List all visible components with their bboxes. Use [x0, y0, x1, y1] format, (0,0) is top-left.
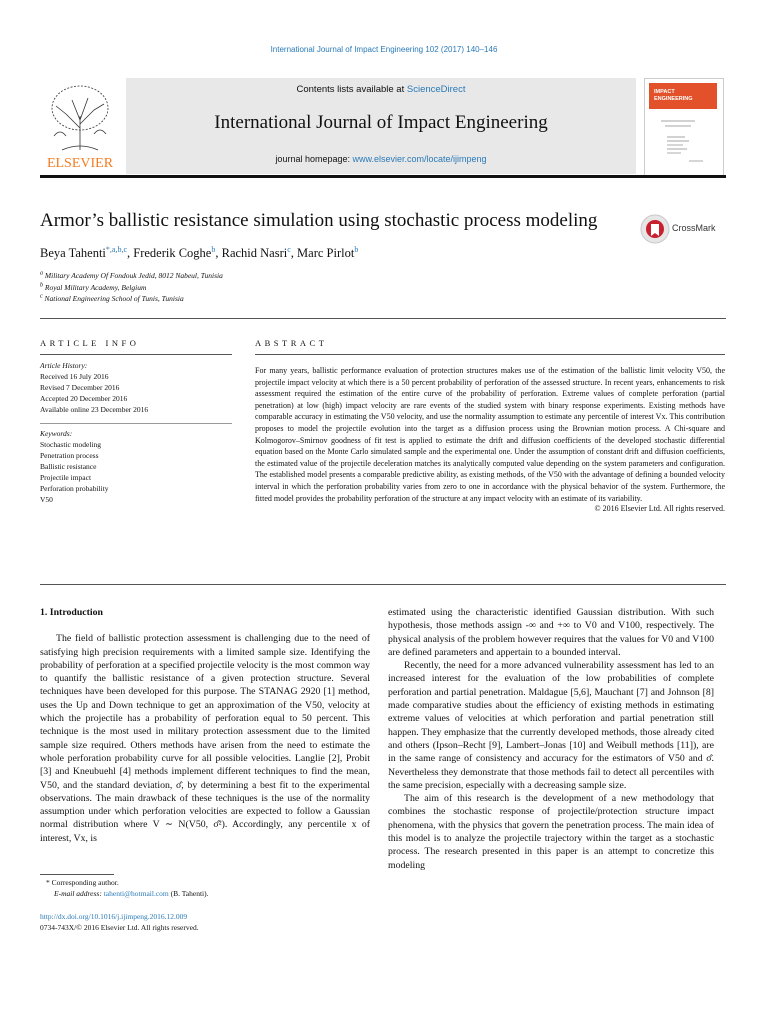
article-history	[40, 360, 232, 415]
sciencedirect-link[interactable]: ScienceDirect	[406, 84, 466, 95]
body-left-column	[40, 606, 370, 845]
header-divider	[40, 318, 726, 319]
crossmark-label: CrossMark	[672, 223, 716, 233]
cover-text-lines-icon	[649, 115, 717, 169]
crossmark-icon	[640, 214, 670, 244]
contents-prefix: Contents lists available at	[296, 84, 407, 95]
cover-title-band	[649, 83, 717, 109]
journal-banner	[40, 72, 726, 176]
article-info-rule	[40, 354, 232, 355]
footnotes	[40, 877, 370, 933]
keywords	[40, 428, 232, 505]
abstract-heading: ABSTRACT	[255, 338, 328, 348]
history-revised: Revised 7 December 2016	[40, 383, 120, 392]
keyword-item: V50	[40, 495, 53, 504]
abstract-rule	[255, 354, 725, 355]
keyword-item: Projectile impact	[40, 473, 92, 482]
affiliation-c: $^c$ National Engineering School of Tunis, Tunisia	[40, 293, 184, 303]
author-3[interactable]: Rachid Nasri$^c$,	[221, 244, 298, 260]
author-2[interactable]: Frederik Coghe$^b$,	[133, 244, 222, 260]
abstract	[255, 338, 725, 513]
footnote-corresponding: * Corresponding author.	[46, 878, 119, 887]
homepage-link[interactable]: www.elsevier.com/locate/ijimpeng	[352, 154, 487, 164]
body-paragraph: estimated using the characteristic identified Gaussian distribution. With such hypothesis, those methods assign -∞ and +∞ to V0 and V100, respectively. The physical analysis of the problem however requires that the values for V0 and V100 are defined parameters and appertain to a bounded interval.	[388, 607, 714, 658]
journal-cover-thumbnail[interactable]	[644, 78, 724, 176]
keyword-item: Stochastic modeling	[40, 440, 102, 449]
history-accepted: Accepted 20 December 2016	[40, 394, 128, 403]
contents-line	[126, 84, 636, 95]
article-info-heading: ARTICLE INFO	[40, 338, 140, 348]
article-info	[40, 338, 232, 505]
body-paragraph: The field of ballistic protection assessment is challenging due to the need of satisfying high precision requirements with a limited sample size. Identifying the probability of perforation at a specified projectile velocity is the most common way to quantify the ballistic resistance of a given protection structure. Several techniques have been developed for this purpose. The STANAG 2920 [1] method, uses the Up and Down technique to get an approximation of the V50, velocity at which the projectile has a probability of perforation equal to 50 percent. This technique is the most used in military protection assessment due to the limited sample size required. Others methods have arisen from the need to estimate the whole perforation probability curve for all possible velocities. Langlie [2], Probit [3] and Kneubuehl [4] methods implement different techniques to find the mean, V50, and the standard deviation, σ̂, by determining a best fit to the experimental observations. The main drawback of these techniques is the use of the normality assumption under which perforation velocities are expected to follow a Gaussian normal distribution where V ∼ N(V50, σ̂²). Accordingly, any percentile x of interest, Vx, is	[40, 633, 370, 844]
elsevier-logo	[40, 76, 120, 172]
author-list	[40, 246, 358, 261]
affiliation-b: $^b$ Royal Military Academy, Belgium	[40, 282, 147, 292]
banner-center	[126, 78, 636, 174]
author-1[interactable]: Beya Tahenti$^{*,a,b,c}$,	[40, 244, 134, 260]
body-paragraph: Recently, the need for a more advanced vulnerability assessment has led to an increased interest for the evaluation of the low probabilities of complete perforation and partial penetration. Maldague [5,6], Mauchant [7] and Johnson [8] made comparative studies about the efficiency of existing methods in estimating extreme values of velocities at which perforation and partial penetration still happen. They emphasize that the currently developed methods, those already cited and others (Ipson–Recht [9], Lambert–Jonas [10] and Weibull methods [11]), are in the same range of consistency and accuracy for the estimators of V50 and σ̂. Nevertheless they demonstrate that those methods fail to detect all percentiles with the same precision, especially with a decreasing sample size.	[388, 660, 714, 791]
cover-line2: ENGINEERING	[654, 96, 693, 102]
cover-line1: IMPACT	[654, 89, 675, 95]
affiliations	[40, 270, 223, 305]
keyword-item: Ballistic resistance	[40, 462, 97, 471]
homepage-prefix: journal homepage:	[275, 154, 353, 164]
crossmark-badge[interactable]	[640, 212, 730, 248]
footnote-email: E-mail address: tahenti@hotmail.com (B. Tahenti).	[54, 889, 209, 898]
homepage-line	[126, 154, 636, 164]
article-title: Armor’s ballistic resistance simulation using stochastic process modeling	[40, 210, 598, 231]
history-received: Received 16 July 2016	[40, 372, 109, 381]
history-online: Available online 23 December 2016	[40, 405, 149, 414]
keywords-label: Keywords:	[40, 429, 73, 438]
doi-link[interactable]: http://dx.doi.org/10.1016/j.ijimpeng.2016.12.009	[40, 912, 188, 921]
body-paragraph: The aim of this research is the development of a new methodology that combines the stochastic response of projectile/protection structure impact phenomena, with the physics that govern the penetration process. The main idea of this model is to analyze the projectile trajectory within the target as a stochastic process. The research presented in this paper is an attempt to concretize this modeling	[388, 793, 714, 871]
abstract-divider	[40, 584, 726, 585]
issn-line: 0734-743X/© 2016 Elsevier Ltd. All rights reserved.	[40, 923, 199, 932]
footnote-rule	[40, 874, 114, 875]
keyword-item: Perforation probability	[40, 484, 109, 493]
body-right-column	[388, 606, 714, 872]
affiliation-a: $^a$ Military Academy Of Fondouk Jedid, 8012 Nabeul, Tunisia	[40, 270, 223, 280]
keyword-item: Penetration process	[40, 451, 99, 460]
abstract-text: For many years, ballistic performance evaluation of protection structures makes use of the estimation of the ballistic limit velocity V50, the projectile impact velocity at which there is a 50 percent probability of perforation of the assessed structure. In recent years, enhancements to risk assessment required the estimation of the entire curve of the probability of perforation. Extreme values of complete perforation (partial penetration) at low (high) impact velocity are rare events of the studied system with binary response experiments. Existing methods have comparable accuracy in estimating the V50 velocity, and use the normality assumption to estimate any percentile of interest Vx. This contribution proposes to model the projectile evolution into the target as a diffusion process using the Brownian motion process. A Chi-square and Kolmogorov–Smirnov goodness of fit test is applied to estimate the drift and diffusion coefficients of the developed stochastic differential equation based on the Monte Carlo simulated sample and the experimental one. Under the assumption of constant drift and diffusion coefficients, the estimated value of the projectile deceleration matches its analytically computed value depending on the system parameters and configuration. The established model presents a comparable predictive ability, as existing methods, of the V50 with the advantage of defining a bounded velocity interval in which the perforation probability varies from zero to one in accordance with the physical behavior of the system. Furthermore, the fitted model provides the probability perforation of the structure at any impact velocity with an estimate of its variability.	[255, 366, 725, 503]
author-4[interactable]: Marc Pirlot$^b$	[297, 244, 359, 260]
journal-title: International Journal of Impact Engineering	[214, 112, 548, 133]
email-link[interactable]: tahenti@hotmail.com	[103, 889, 169, 898]
abstract-copyright: © 2016 Elsevier Ltd. All rights reserved.	[594, 504, 725, 514]
keywords-rule	[40, 423, 232, 424]
section-heading: 1. Introduction	[40, 607, 103, 618]
banner-rule	[40, 175, 726, 178]
svg-text:ELSEVIER: ELSEVIER	[46, 156, 114, 171]
history-label: Article History:	[40, 361, 88, 370]
journal-citation-link[interactable]: International Journal of Impact Engineering 102 (2017) 140–146	[270, 45, 498, 54]
